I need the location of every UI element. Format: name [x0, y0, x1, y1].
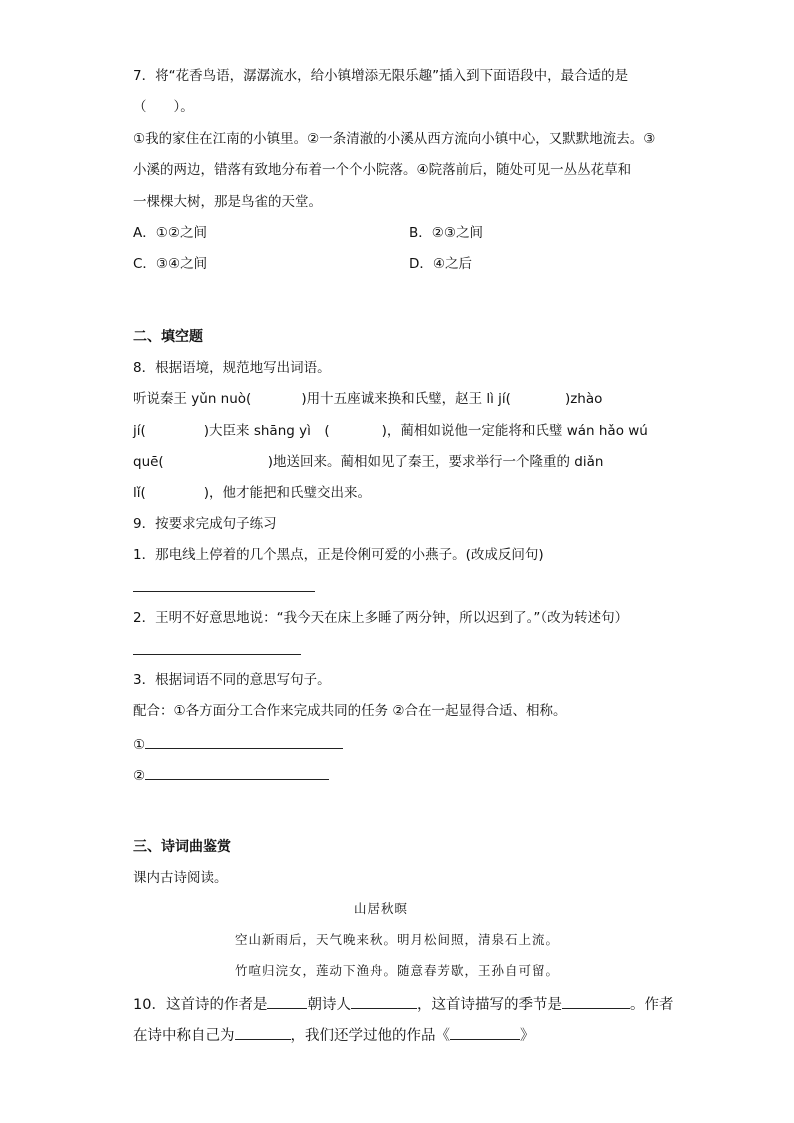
q10-text-d: 。作者 — [629, 997, 674, 1013]
section2-title: 二、填空题 — [133, 329, 203, 345]
q7-option-c[interactable]: C．③④之间 — [133, 256, 208, 272]
q9-sentence-2: 2．王明不好意思地说：“我今天在床上多睡了两分钟，所以迟到了。”（改为转述句） — [133, 610, 629, 626]
q7-stem-line1: 7．将“花香鸟语，潺潺流水，给小镇增添无限乐趣”插入到下面语段中，最合适的是 — [133, 68, 629, 84]
q9-sentence-3: 3．根据词语不同的意思写句子。 — [133, 672, 331, 688]
poem-line-2: 竹喧归浣女，莲动下渔舟。随意春芳歇，王孙自可留。 — [234, 963, 559, 978]
q8-line2-text-b: )大臣来 shāng yì ( — [203, 423, 330, 439]
q7-option-d[interactable]: D．④之后 — [409, 256, 472, 272]
q8-line3-text-a: quē( — [133, 454, 164, 470]
q8-line1 — [133, 390, 602, 408]
poem-intro: 课内古诗阅读。 — [133, 870, 228, 886]
q10-text-a: 10．这首诗的作者是 — [133, 997, 268, 1013]
q10-blank-author[interactable] — [351, 994, 417, 1009]
q10-blank-work[interactable] — [450, 1025, 520, 1040]
q10-text-b: 朝诗人 — [307, 997, 351, 1013]
q9-answer-line-4[interactable] — [133, 765, 329, 785]
q8-line4-text-a: lǐ( — [133, 485, 146, 501]
q7-option-b[interactable]: B．②③之间 — [409, 225, 483, 241]
q10-text-g: 》 — [520, 1028, 535, 1044]
q7-passage-line2: 小溪的两边，错落有致地分布着一个个小院落。④院落前后，随处可见一丛丛花草和 — [133, 162, 632, 178]
q8-line1-text-c: )zhào — [564, 391, 603, 407]
poem-title: 山居秋暝 — [353, 901, 408, 916]
q10-blank-season[interactable] — [562, 994, 630, 1009]
q9-title: 9．按要求完成句子练习 — [133, 516, 277, 532]
q10-text-e: 在诗中称自己为 — [133, 1028, 235, 1044]
q8-title: 8．根据语境，规范地写出词语。 — [133, 360, 331, 376]
q8-line3-text-b: )地送回来。蔺相如见了秦王，要求举行一个隆重的 diǎn — [267, 454, 604, 470]
q10-line2 — [133, 1025, 535, 1045]
q9-marker-2: ② — [133, 768, 146, 784]
q8-line2 — [133, 422, 648, 440]
q7-passage-line1: ①我的家住在江南的小镇里。②一条清澈的小溪从西方流向小镇中心，又默默地流去。③ — [133, 131, 656, 147]
section3-title: 三、诗词曲鉴赏 — [133, 839, 231, 855]
q9-answer-line-3[interactable] — [133, 734, 343, 754]
q10-line1 — [133, 994, 673, 1014]
q8-line2-text-a: jí( — [133, 423, 146, 439]
q9-marker-1: ① — [133, 737, 146, 753]
q9-answer-line-1[interactable] — [133, 577, 315, 597]
q10-blank-dynasty[interactable] — [267, 994, 307, 1009]
q10-text-c: ，这首诗描写的季节是 — [416, 997, 562, 1013]
q8-line1-text-a: 听说秦王 yǔn nuò( — [133, 391, 252, 407]
q7-stem-line2: （ ）。 — [133, 99, 194, 115]
q8-line3 — [133, 453, 603, 471]
poem-line-1: 空山新雨后，天气晚来秋。明月松间照，清泉石上流。 — [234, 932, 559, 947]
q8-line1-text-b: )用十五座诚来换和氏璧，赵王 lì jí( — [301, 391, 511, 407]
q9-answer-line-2[interactable] — [133, 640, 301, 660]
q10-text-f: ，我们还学过他的作品《 — [290, 1028, 450, 1044]
q8-line4 — [133, 484, 371, 502]
q7-passage-line3: 一棵棵大树，那是鸟雀的天堂。 — [133, 194, 322, 210]
q8-line4-text-b: )，他才能把和氏璧交出来。 — [203, 485, 372, 501]
q9-sentence-1: 1．那电线上停着的几个黑点，正是伶俐可爱的小燕子。(改成反问句) — [133, 547, 544, 563]
q9-definitions: 配合：①各方面分工合作来完成共同的任务 ②合在一起显得合适、相称。 — [133, 703, 567, 719]
q8-line2-text-c: )，蔺相如说他一定能将和氏璧 wán hǎo wú — [381, 423, 648, 439]
q10-blank-selfname[interactable] — [235, 1025, 291, 1040]
q7-option-a[interactable]: A．①②之间 — [133, 225, 207, 241]
